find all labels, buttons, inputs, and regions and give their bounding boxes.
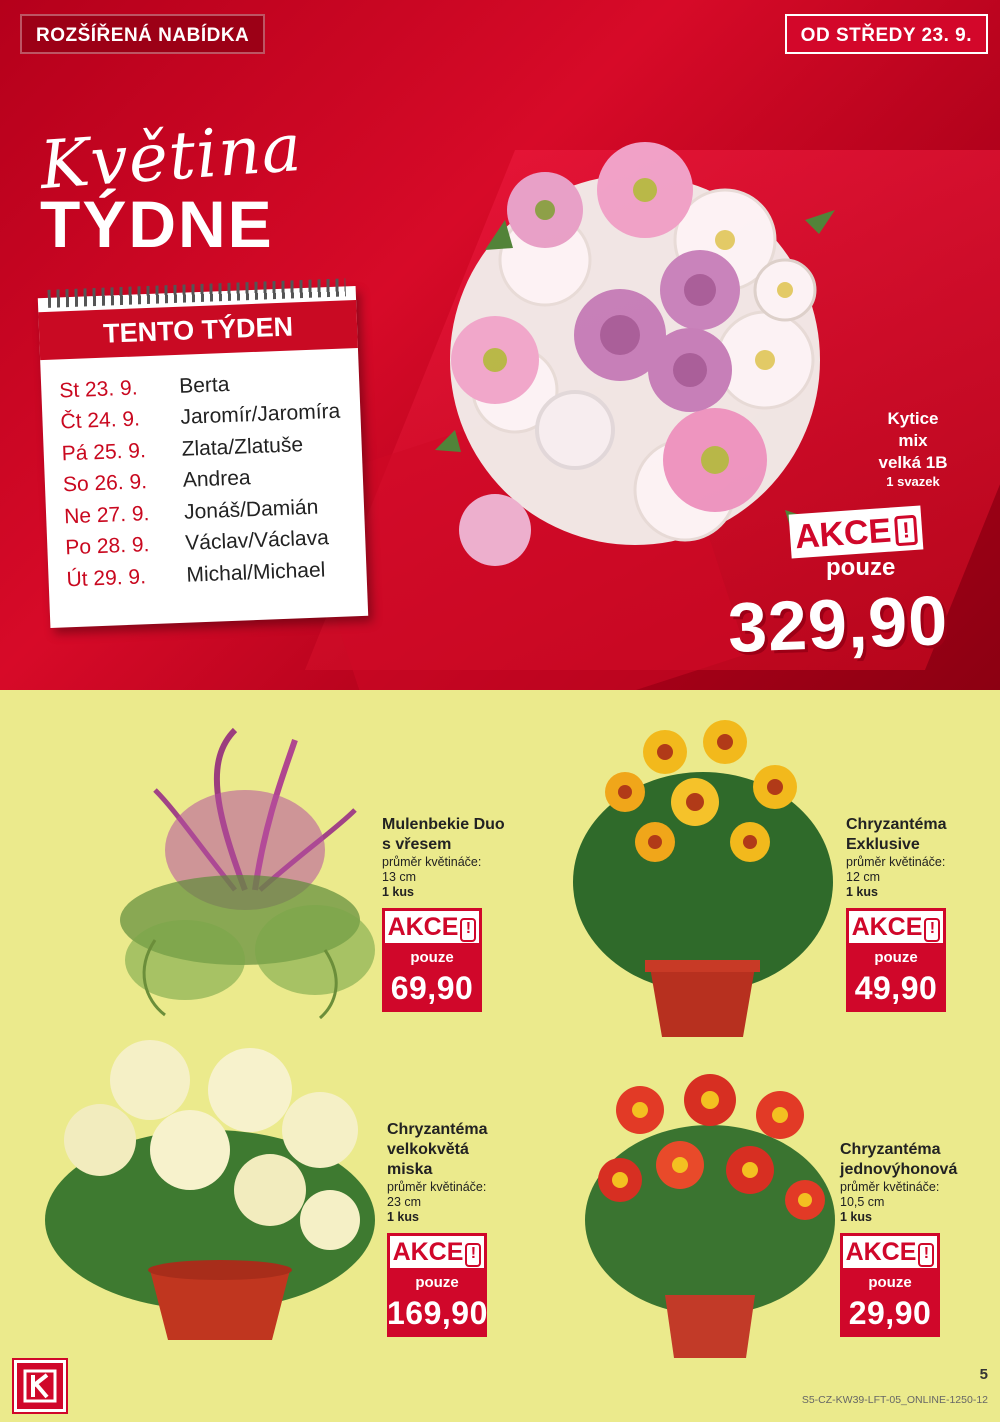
product-detail-value: 13 cm xyxy=(382,870,417,884)
product-name-line: Chryzantéma xyxy=(387,1121,488,1138)
hero-title-script: Květina xyxy=(37,108,305,205)
leaflet-code: S5-CZ-KW39-LFT-05_ONLINE-1250-12 xyxy=(801,1394,988,1406)
product-name-line: s vřesem xyxy=(382,836,452,853)
product-qty: 1 kus xyxy=(846,885,878,899)
price-box xyxy=(387,1271,487,1337)
name-day-calendar xyxy=(38,286,368,628)
exclamation-icon: ! xyxy=(918,1243,934,1267)
featured-name-line: Kytice xyxy=(887,409,939,428)
featured-product-name xyxy=(858,408,968,490)
exclamation-icon: ! xyxy=(894,515,918,546)
product-name-line: miska xyxy=(387,1161,433,1178)
calendar-name: Václav/Václava xyxy=(184,526,330,555)
akce-label: AKCE xyxy=(845,1238,917,1266)
calendar-date: Po 28. 9. xyxy=(64,533,150,560)
product-name-line: Mulenbekie Duo xyxy=(382,816,505,833)
calendar-name: Andrea xyxy=(182,466,251,493)
product-card xyxy=(382,815,522,1012)
product-detail-label: průměr květináče: xyxy=(840,1180,940,1194)
calendar-heading: TENTO TÝDEN xyxy=(38,300,358,360)
price-box xyxy=(846,946,946,1012)
price: 169,90 xyxy=(387,1295,488,1331)
calendar-name: Jonáš/Damián xyxy=(183,495,319,524)
akce-label: AKCE xyxy=(387,913,459,941)
calendar-date: Čt 24. 9. xyxy=(60,407,141,434)
price-box xyxy=(840,1271,940,1337)
akce-label: AKCE xyxy=(793,511,893,557)
chrysanthemum-bowl-image xyxy=(40,1030,380,1355)
chrysanthemum-exklusive-image xyxy=(565,712,840,1042)
akce-label: AKCE xyxy=(392,1238,464,1266)
price: 69,90 xyxy=(390,970,474,1006)
chrysanthemum-single-stem-image xyxy=(580,1070,840,1360)
featured-pouze: pouze xyxy=(826,554,896,581)
calendar-name: Michal/Michael xyxy=(186,558,326,587)
exclamation-icon: ! xyxy=(460,918,476,942)
product-qty: 1 kus xyxy=(382,885,414,899)
product-name-line: velkokvětá xyxy=(387,1141,469,1158)
product-detail-value: 10,5 cm xyxy=(840,1195,885,1209)
calendar-date: Pá 25. 9. xyxy=(61,438,147,466)
price: 29,90 xyxy=(848,1295,932,1331)
calendar-date: Ne 27. 9. xyxy=(63,501,150,529)
product-card xyxy=(387,1120,527,1337)
price: 49,90 xyxy=(854,970,938,1006)
product-detail-value: 23 cm xyxy=(387,1195,422,1209)
featured-akce-badge xyxy=(789,505,924,558)
product-detail-label: průměr květináče: xyxy=(846,855,946,869)
calendar-name: Berta xyxy=(178,372,230,398)
valid-from-tag: OD STŘEDY 23. 9. xyxy=(785,14,988,54)
product-name-line: Chryzantéma xyxy=(846,816,947,833)
akce-badge xyxy=(387,1233,487,1271)
calendar-name: Zlata/Zlatuše xyxy=(181,432,304,461)
exclamation-icon: ! xyxy=(924,918,940,942)
featured-section xyxy=(0,0,1000,690)
kaufland-k-icon xyxy=(17,1363,63,1409)
product-detail-value: 12 cm xyxy=(846,870,881,884)
kaufland-logo xyxy=(14,1360,66,1412)
page-number: 5 xyxy=(979,1366,988,1383)
product-name-line: Exklusive xyxy=(846,836,920,853)
hero-title-bold: TÝDNE xyxy=(40,187,274,261)
calendar-date: St 23. 9. xyxy=(58,376,138,403)
calendar-date: Út 29. 9. xyxy=(66,565,147,592)
product-detail-label: průměr květináče: xyxy=(387,1180,487,1194)
calendar-rows xyxy=(59,364,357,595)
featured-price: 329,90 xyxy=(726,581,950,667)
pouze-label: pouze xyxy=(868,1274,912,1291)
calendar-date: So 26. 9. xyxy=(62,470,148,497)
product-card xyxy=(846,815,986,1012)
featured-name-line: velká 1B xyxy=(878,453,948,472)
akce-label: AKCE xyxy=(851,913,923,941)
calendar-name: Jaromír/Jaromíra xyxy=(180,399,341,430)
akce-badge xyxy=(846,908,946,946)
featured-qty: 1 svazek xyxy=(886,474,940,489)
heather-plant-image xyxy=(95,720,385,1020)
exclamation-icon: ! xyxy=(465,1243,481,1267)
product-name-line: Chryzantéma xyxy=(840,1141,941,1158)
price-box xyxy=(382,946,482,1012)
product-name-line: jednovýhonová xyxy=(840,1161,958,1178)
bouquet-image xyxy=(425,130,845,580)
featured-name-line: mix xyxy=(898,431,928,450)
product-qty: 1 kus xyxy=(387,1210,419,1224)
product-card xyxy=(840,1140,980,1337)
product-qty: 1 kus xyxy=(840,1210,872,1224)
pouze-label: pouze xyxy=(415,1274,459,1291)
akce-badge xyxy=(840,1233,940,1271)
pouze-label: pouze xyxy=(874,949,918,966)
pouze-label: pouze xyxy=(410,949,454,966)
extended-offer-tag: ROZŠÍŘENÁ NABÍDKA xyxy=(20,14,265,54)
akce-badge xyxy=(382,908,482,946)
product-detail-label: průměr květináče: xyxy=(382,855,482,869)
